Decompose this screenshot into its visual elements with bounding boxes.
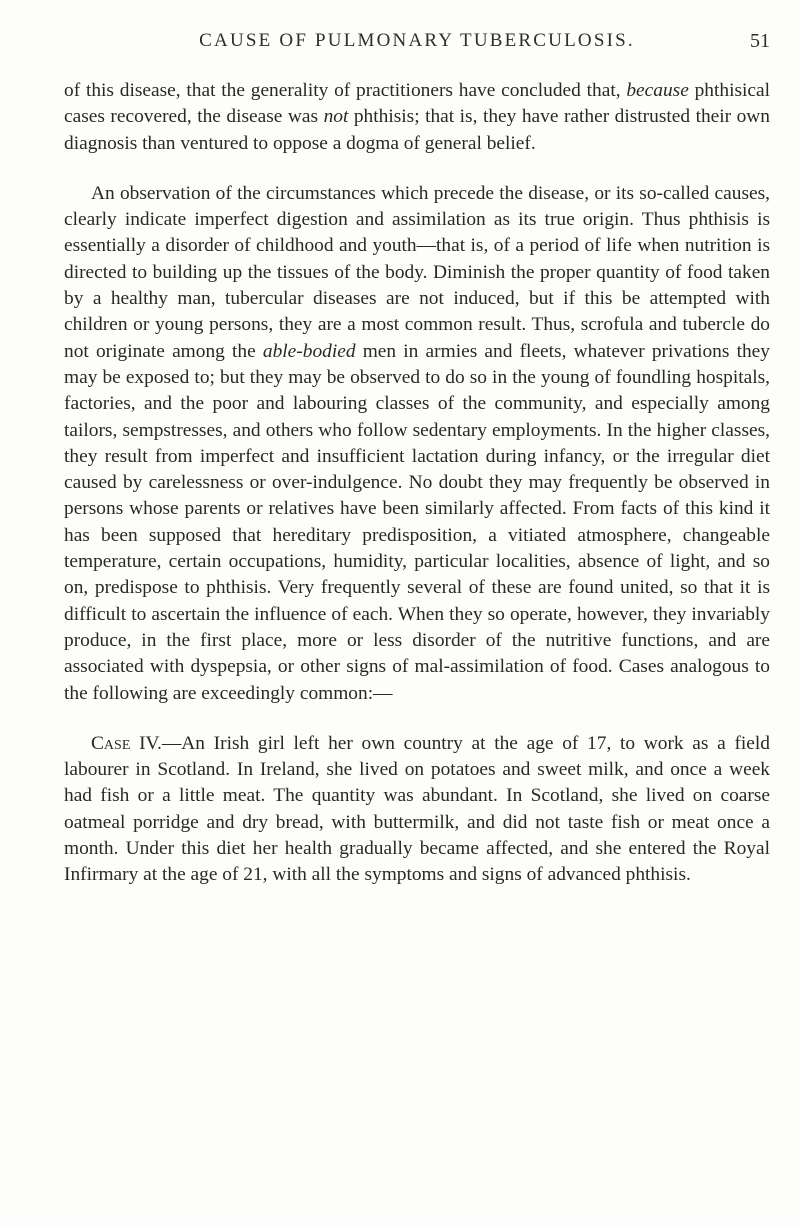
page-number: 51 bbox=[750, 30, 770, 52]
body-text bbox=[64, 78, 770, 889]
italic-text-run: because bbox=[626, 80, 689, 101]
text-run: An observation of the circumstances which precede the disease, or its so-called causes, clearly indicate imperfect digestion and assimilation as its true origin. Thus phthisis is essentially a disorder of childhood and youth—that is, of a period of life when nutrition is directed to building up the tissues of the body. Diminish the proper quantity of food taken by a healthy man, tubercular diseases are not induced, but if this be attempted with children or young persons, they are a most common result. Thus, scrofula and tubercle do not originate among the bbox=[64, 182, 770, 362]
text-run: men in armies and fleets, whatever privations they may be exposed to; but they may be observed to do so in the young of foundling hospitals, factories, and the poor and labouring classes of the community, and especially among tailors, sempstresses, and others who follow sedentary employments. In the higher classes, they result from imperfect and insufficient lactation during infancy, or the irregular diet caused by carelessness or over-indulgence. No doubt they may frequently be observed in persons whose parents or relatives have been similarly affected. From facts of this kind it has been supposed that hereditary predisposition, a vitiated atmosphere, changeable temperature, certain occupations, humidity, particular localities, absence of light, and so on, predispose to phthisis. Very frequently several of these are found united, so that it is difficult to ascertain the influence of each. When they so operate, however, they invariably produce, in the first place, more or less disorder of the nutritive functions, and are associated with dyspepsia, or other signs of mal-assimilation of food. Cases analogous to the following are exceedingly common:— bbox=[64, 340, 770, 704]
case-label: Case IV. bbox=[91, 732, 162, 754]
paragraph-causes bbox=[64, 181, 770, 707]
paragraph-case-iv bbox=[64, 731, 770, 889]
running-head bbox=[64, 30, 770, 60]
text-run: phthisical cases recovered, the disease was bbox=[64, 80, 771, 128]
text-run: —An Irish girl left her own country at the age of 17, to work as a field labourer in Scotland. In Ireland, she lived on potatoes and sweet milk, and once a week had fish or a little meat. The quantity was abundant. In Scotland, she lived on coarse oatmeal porridge and dry bread, with buttermilk, and did not taste fish or meat once a month. Under this diet her health gradually became affected, and she entered the Royal Infirmary at the age of 21, with all the symptoms and signs of advanced phthisis. bbox=[64, 732, 770, 886]
italic-text-run: able-bodied bbox=[262, 340, 356, 362]
text-run: phthisis; that is, they have rather distrusted their own diagnosis than ventured to oppose a dogma of general belief. bbox=[64, 106, 771, 154]
paragraph-continuation bbox=[64, 78, 770, 157]
running-title: CAUSE OF PULMONARY TUBERCULOSIS. bbox=[199, 30, 635, 51]
text-run: of this disease, that the generality of practitioners have concluded that, bbox=[64, 80, 627, 101]
italic-text-run: not bbox=[323, 106, 349, 128]
